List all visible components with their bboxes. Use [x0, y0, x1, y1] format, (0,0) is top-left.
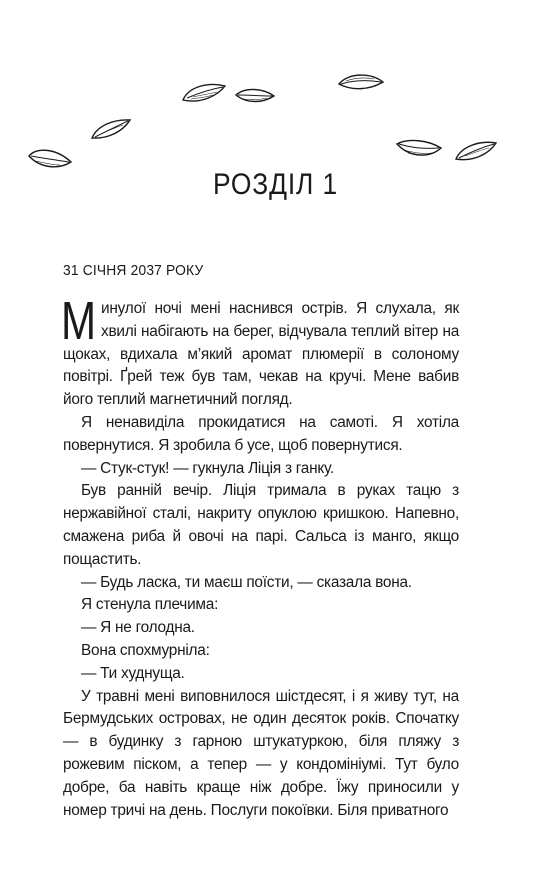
chapter-title: РОЗДІЛ 1	[212, 168, 339, 201]
petal-icon	[89, 116, 133, 142]
paragraph: У травні мені виповнилося шістдесят, і я живу тут, на Бермудських островах, не один десяток років. Спочатку — в будинку з гарною штукатуркою, біля пляжу з рожевим піском, а тепер — у кондомініумі. Тут було добре, ба навіть краще ніж добре. Їжу приносили у номер тричі на день. Послуги покоївки. Біля приватного	[63, 687, 459, 819]
paragraph: — Ти худнуща.	[81, 664, 185, 682]
petal-icon	[336, 70, 386, 92]
petal-icon	[179, 80, 229, 106]
paragraph: — Я не голодна.	[81, 619, 195, 637]
paragraph: Я стенула плечима:	[81, 596, 219, 614]
chapter-body	[61, 291, 459, 822]
petal-icon	[233, 85, 277, 107]
paragraph: Я ненавиділа прокидатися на самоті. Я хотіла повернутися. Я зробила б усе, щоб повернутися.	[63, 413, 459, 454]
paragraph: Минулої ночі мені наснився острів. Я слухала, як хвилі набігають на берег, відчувала теплий вітер на щоках, вдихала м’який аромат плюмерії в солоному повітрі. Ґрей теж був там, чекав на кручі. Мене вабив його теплий магнетичний погляд.	[61, 291, 459, 409]
paragraph: Вона спохмурніла:	[81, 641, 210, 659]
petal-icon	[453, 137, 499, 165]
petal-icon	[394, 136, 444, 162]
paragraph: Був ранній вечір. Ліція тримала в руках тацю з нержавійної сталі, накриту опуклою кришкою. Напевно, смажена риба й овочі на парі. Сальса із манго, якщо пощастить.	[63, 482, 459, 568]
paragraph: — Стук-стук! — гукнула Ліція з ганку.	[81, 459, 334, 477]
chapter-date: 31 СІЧНЯ 2037 РОКУ	[63, 262, 204, 279]
paragraph: — Будь ласка, ти маєш поїсти, — сказала вона.	[81, 573, 412, 591]
drop-cap: М	[61, 291, 96, 351]
